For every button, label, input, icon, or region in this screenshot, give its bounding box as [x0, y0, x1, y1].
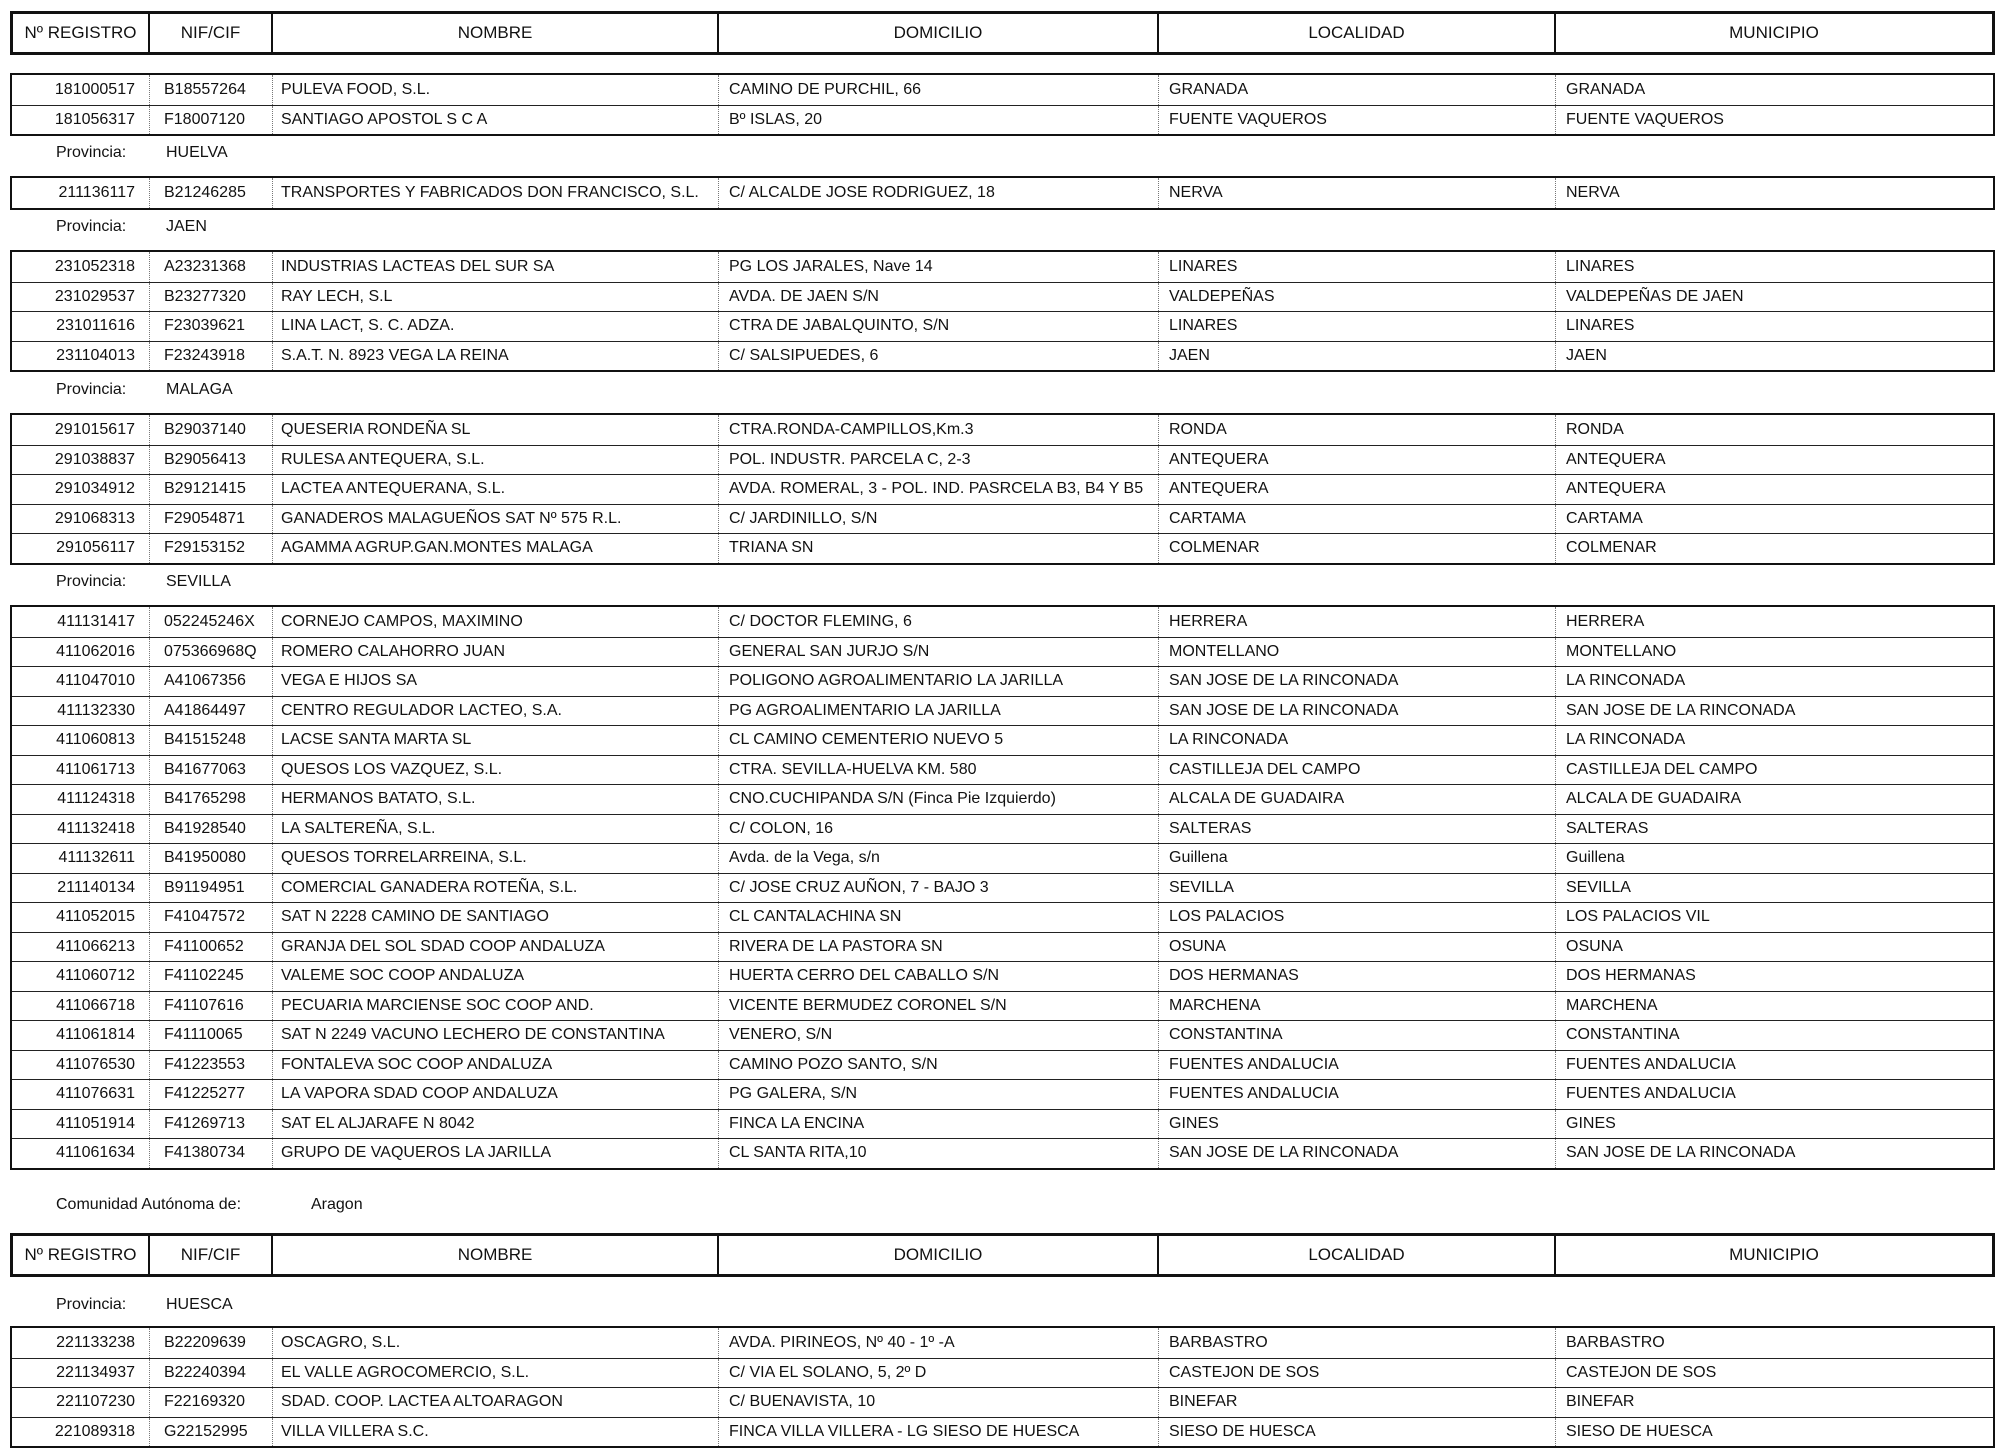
nif-cell: F23243918	[149, 342, 272, 371]
domicilio-cell: AVDA. PIRINEOS, Nº 40 - 1º -A	[718, 1328, 1158, 1358]
localidad-cell: SEVILLA	[1158, 874, 1555, 903]
nif-cell: B21246285	[149, 178, 272, 208]
registro-cell: 411132611	[58, 849, 135, 867]
municipio-cell: DOS HERMANAS	[1555, 962, 1993, 991]
table-row	[12, 311, 1993, 341]
municipio-cell: ANTEQUERA	[1555, 475, 1993, 504]
municipio-cell: FUENTES ANDALUCIA	[1555, 1080, 1993, 1109]
domicilio-cell: C/ VIA EL SOLANO, 5, 2º D	[718, 1359, 1158, 1388]
table-group	[10, 1326, 1995, 1448]
localidad-cell: FUENTES ANDALUCIA	[1158, 1051, 1555, 1080]
provincia-heading	[56, 1296, 233, 1314]
provincia-heading	[56, 144, 228, 162]
nif-cell: F41380734	[149, 1139, 272, 1168]
table-row	[12, 445, 1993, 475]
localidad-cell: CASTEJON DE SOS	[1158, 1359, 1555, 1388]
table-row	[12, 607, 1993, 637]
localidad-cell: FUENTES ANDALUCIA	[1158, 1080, 1555, 1109]
localidad-cell: SALTERAS	[1158, 815, 1555, 844]
nombre-cell: SAT EL ALJARAFE N 8042	[272, 1110, 718, 1139]
municipio-cell: VALDEPEÑAS DE JAEN	[1555, 283, 1993, 312]
registro-cell: 221089318	[54, 1422, 135, 1440]
localidad-cell: LINARES	[1158, 312, 1555, 341]
registro-cell: 291038837	[54, 450, 135, 468]
localidad-cell: ANTEQUERA	[1158, 475, 1555, 504]
domicilio-cell: C/ DOCTOR FLEMING, 6	[718, 607, 1158, 637]
domicilio-cell: Bº ISLAS, 20	[718, 106, 1158, 135]
municipio-cell: CONSTANTINA	[1555, 1021, 1993, 1050]
domicilio-cell: C/ COLON, 16	[718, 815, 1158, 844]
provincia-label: Provincia:	[56, 381, 127, 398]
registro-cell: 411076530	[56, 1055, 135, 1073]
comunidad-label: Comunidad Autónoma de:	[56, 1196, 242, 1213]
nif-cell: B29037140	[149, 415, 272, 445]
nombre-cell: CORNEJO CAMPOS, MAXIMINO	[272, 607, 718, 637]
localidad-cell: SIESO DE HUESCA	[1158, 1418, 1555, 1447]
municipio-cell: SALTERAS	[1555, 815, 1993, 844]
nombre-cell: LACTEA ANTEQUERANA, S.L.	[272, 475, 718, 504]
municipio-cell: SAN JOSE DE LA RINCONADA	[1555, 697, 1993, 726]
nif-cell: F29054871	[149, 505, 272, 534]
nombre-cell: PULEVA FOOD, S.L.	[272, 75, 718, 105]
registro-cell: 411131417	[57, 612, 135, 630]
localidad-cell: ALCALA DE GUADAIRA	[1158, 785, 1555, 814]
table-row	[12, 1050, 1993, 1080]
provincia-heading	[56, 573, 231, 591]
registro-cell: 181056317	[54, 110, 135, 128]
table-row	[12, 902, 1993, 932]
nombre-cell: QUESOS TORRELARREINA, S.L.	[272, 844, 718, 873]
nombre-cell: LINA LACT, S. C. ADZA.	[272, 312, 718, 341]
nombre-cell: LA SALTEREÑA, S.L.	[272, 815, 718, 844]
nif-cell: 052245246X	[149, 607, 272, 637]
domicilio-cell: FINCA VILLA VILLERA - LG SIESO DE HUESCA	[718, 1418, 1158, 1447]
provincia-name: HUESCA	[166, 1296, 233, 1313]
nif-cell: F41107616	[149, 992, 272, 1021]
nif-cell: F41100652	[149, 933, 272, 962]
registro-cell: 221134937	[56, 1363, 135, 1381]
col-header-localidad: LOCALIDAD	[1159, 14, 1556, 52]
domicilio-cell: C/ SALSIPUEDES, 6	[718, 342, 1158, 371]
registro-cell: 231029537	[54, 287, 135, 305]
nombre-cell: QUESERIA RONDEÑA SL	[272, 415, 718, 445]
nombre-cell: PECUARIA MARCIENSE SOC COOP AND.	[272, 992, 718, 1021]
nombre-cell: GANADEROS MALAGUEÑOS SAT Nº 575 R.L.	[272, 505, 718, 534]
table-row	[12, 504, 1993, 534]
nombre-cell: TRANSPORTES Y FABRICADOS DON FRANCISCO, S.L.	[272, 178, 718, 208]
municipio-cell: MONTELLANO	[1555, 638, 1993, 667]
registro-cell: 181000517	[54, 80, 135, 98]
municipio-cell: CASTEJON DE SOS	[1555, 1359, 1993, 1388]
col-header-registro: Nº REGISTRO	[13, 14, 150, 52]
municipio-cell: CASTILLEJA DEL CAMPO	[1555, 756, 1993, 785]
table-row	[12, 637, 1993, 667]
table-row	[12, 814, 1993, 844]
municipio-cell: OSUNA	[1555, 933, 1993, 962]
localidad-cell: HERRERA	[1158, 607, 1555, 637]
localidad-cell: LOS PALACIOS	[1158, 903, 1555, 932]
municipio-cell: RONDA	[1555, 415, 1993, 445]
registro-cell: 291034912	[54, 480, 135, 498]
domicilio-cell: POLIGONO AGROALIMENTARIO LA JARILLA	[718, 667, 1158, 696]
nombre-cell: SAT N 2249 VACUNO LECHERO DE CONSTANTINA	[272, 1021, 718, 1050]
domicilio-cell: PG AGROALIMENTARIO LA JARILLA	[718, 697, 1158, 726]
col-header-registro: Nº REGISTRO	[13, 1236, 150, 1274]
municipio-cell: Guillena	[1555, 844, 1993, 873]
municipio-cell: GRANADA	[1555, 75, 1993, 105]
nif-cell: F41047572	[149, 903, 272, 932]
nombre-cell: LACSE SANTA MARTA SL	[272, 726, 718, 755]
nombre-cell: INDUSTRIAS LACTEAS DEL SUR SA	[272, 252, 718, 282]
localidad-cell: VALDEPEÑAS	[1158, 283, 1555, 312]
domicilio-cell: RIVERA DE LA PASTORA SN	[718, 933, 1158, 962]
registro-cell: 411132418	[57, 819, 135, 837]
municipio-cell: SIESO DE HUESCA	[1555, 1418, 1993, 1447]
provincia-name: SEVILLA	[166, 573, 231, 590]
provincia-heading	[56, 218, 207, 236]
domicilio-cell: GENERAL SAN JURJO S/N	[718, 638, 1158, 667]
provincia-heading	[56, 381, 233, 399]
table-header	[10, 1233, 1995, 1277]
table-row	[12, 873, 1993, 903]
domicilio-cell: POL. INDUSTR. PARCELA C, 2-3	[718, 446, 1158, 475]
nombre-cell: CENTRO REGULADOR LACTEO, S.A.	[272, 697, 718, 726]
nombre-cell: EL VALLE AGROCOMERCIO, S.L.	[272, 1359, 718, 1388]
table-row	[12, 1417, 1993, 1447]
table-row	[12, 415, 1993, 445]
registro-cell: 411062016	[56, 642, 135, 660]
localidad-cell: ANTEQUERA	[1158, 446, 1555, 475]
domicilio-cell: CL CANTALACHINA SN	[718, 903, 1158, 932]
domicilio-cell: TRIANA SN	[718, 534, 1158, 563]
municipio-cell: ANTEQUERA	[1555, 446, 1993, 475]
nombre-cell: SDAD. COOP. LACTEA ALTOARAGON	[272, 1388, 718, 1417]
nombre-cell: FONTALEVA SOC COOP ANDALUZA	[272, 1051, 718, 1080]
municipio-cell: LA RINCONADA	[1555, 667, 1993, 696]
nif-cell: B41765298	[149, 785, 272, 814]
provincia-name: MALAGA	[166, 381, 233, 398]
registro-cell: 411066718	[56, 996, 135, 1014]
localidad-cell: CARTAMA	[1158, 505, 1555, 534]
localidad-cell: NERVA	[1158, 178, 1555, 208]
nif-cell: B29056413	[149, 446, 272, 475]
registro-cell: 411061814	[56, 1026, 135, 1044]
nif-cell: B41515248	[149, 726, 272, 755]
localidad-cell: MONTELLANO	[1158, 638, 1555, 667]
provincia-label: Provincia:	[56, 573, 127, 590]
localidad-cell: JAEN	[1158, 342, 1555, 371]
localidad-cell: COLMENAR	[1158, 534, 1555, 563]
nombre-cell: RULESA ANTEQUERA, S.L.	[272, 446, 718, 475]
localidad-cell: LINARES	[1158, 252, 1555, 282]
domicilio-cell: VICENTE BERMUDEZ CORONEL S/N	[718, 992, 1158, 1021]
table-row	[12, 1109, 1993, 1139]
domicilio-cell: PG GALERA, S/N	[718, 1080, 1158, 1109]
table-row	[12, 1079, 1993, 1109]
col-header-domicilio: DOMICILIO	[719, 1236, 1159, 1274]
nif-cell: G22152995	[149, 1418, 272, 1447]
registro-cell: 231011616	[56, 317, 135, 335]
registro-cell: 411047010	[56, 672, 135, 690]
municipio-cell: SEVILLA	[1555, 874, 1993, 903]
registro-cell: 411060712	[56, 967, 135, 985]
registro-cell: 411061713	[56, 760, 135, 778]
registro-cell: 411052015	[56, 908, 135, 926]
registro-cell: 411076631	[56, 1085, 135, 1103]
table-group	[10, 250, 1995, 372]
municipio-cell: FUENTES ANDALUCIA	[1555, 1051, 1993, 1080]
table-row	[12, 1328, 1993, 1358]
localidad-cell: SAN JOSE DE LA RINCONADA	[1158, 697, 1555, 726]
table-row	[12, 75, 1993, 105]
nif-cell: F29153152	[149, 534, 272, 563]
table-header	[10, 11, 1995, 55]
municipio-cell: HERRERA	[1555, 607, 1993, 637]
table-row	[12, 843, 1993, 873]
localidad-cell: LA RINCONADA	[1158, 726, 1555, 755]
municipio-cell: SAN JOSE DE LA RINCONADA	[1555, 1139, 1993, 1168]
table-row	[12, 1387, 1993, 1417]
table-row	[12, 1358, 1993, 1388]
nif-cell: B41677063	[149, 756, 272, 785]
provincia-name: JAEN	[166, 218, 207, 235]
localidad-cell: RONDA	[1158, 415, 1555, 445]
nombre-cell: OSCAGRO, S.L.	[272, 1328, 718, 1358]
domicilio-cell: CTRA. SEVILLA-HUELVA KM. 580	[718, 756, 1158, 785]
nif-cell: F41110065	[149, 1021, 272, 1050]
nif-cell: F18007120	[149, 106, 272, 135]
nombre-cell: VILLA VILLERA S.C.	[272, 1418, 718, 1447]
table-group	[10, 605, 1995, 1170]
municipio-cell: LA RINCONADA	[1555, 726, 1993, 755]
table-row	[12, 341, 1993, 371]
domicilio-cell: C/ BUENAVISTA, 10	[718, 1388, 1158, 1417]
domicilio-cell: CNO.CUCHIPANDA S/N (Finca Pie Izquierdo)	[718, 785, 1158, 814]
municipio-cell: MARCHENA	[1555, 992, 1993, 1021]
provincia-name: HUELVA	[166, 144, 228, 161]
table-row	[12, 666, 1993, 696]
localidad-cell: CONSTANTINA	[1158, 1021, 1555, 1050]
domicilio-cell: CL SANTA RITA,10	[718, 1139, 1158, 1168]
table-row	[12, 178, 1993, 208]
domicilio-cell: CAMINO POZO SANTO, S/N	[718, 1051, 1158, 1080]
table-row	[12, 533, 1993, 563]
table-row	[12, 282, 1993, 312]
table-row	[12, 725, 1993, 755]
domicilio-cell: CAMINO DE PURCHIL, 66	[718, 75, 1158, 105]
nif-cell: B41928540	[149, 815, 272, 844]
nombre-cell: S.A.T. N. 8923 VEGA LA REINA	[272, 342, 718, 371]
nombre-cell: SAT N 2228 CAMINO DE SANTIAGO	[272, 903, 718, 932]
nombre-cell: VALEME SOC COOP ANDALUZA	[272, 962, 718, 991]
municipio-cell: NERVA	[1555, 178, 1993, 208]
registro-cell: 291056117	[56, 539, 135, 557]
comunidad-name: Aragon	[311, 1196, 363, 1213]
col-header-nombre: NOMBRE	[273, 14, 719, 52]
localidad-cell: BARBASTRO	[1158, 1328, 1555, 1358]
domicilio-cell: AVDA. DE JAEN S/N	[718, 283, 1158, 312]
registro-cell: 411132330	[57, 701, 135, 719]
provincia-label: Provincia:	[56, 218, 127, 235]
municipio-cell: LINARES	[1555, 312, 1993, 341]
table-row	[12, 696, 1993, 726]
table-row	[12, 1020, 1993, 1050]
nombre-cell: COMERCIAL GANADERA ROTEÑA, S.L.	[272, 874, 718, 903]
col-header-municipio: MUNICIPIO	[1729, 1245, 1819, 1264]
provincia-label: Provincia:	[56, 1296, 127, 1313]
domicilio-cell: C/ JOSE CRUZ AUÑON, 7 - BAJO 3	[718, 874, 1158, 903]
nif-cell: B41950080	[149, 844, 272, 873]
nif-cell: A41864497	[149, 697, 272, 726]
comunidad-heading	[56, 1196, 363, 1214]
nif-cell: B23277320	[149, 283, 272, 312]
table-row	[12, 755, 1993, 785]
nombre-cell: GRUPO DE VAQUEROS LA JARILLA	[272, 1139, 718, 1168]
localidad-cell: Guillena	[1158, 844, 1555, 873]
table-row	[12, 932, 1993, 962]
domicilio-cell: C/ JARDINILLO, S/N	[718, 505, 1158, 534]
registro-cell: 231104013	[56, 346, 135, 364]
registro-cell: 291015617	[54, 420, 135, 438]
table-group	[10, 413, 1995, 565]
domicilio-cell: CTRA.RONDA-CAMPILLOS,Km.3	[718, 415, 1158, 445]
municipio-cell: BARBASTRO	[1555, 1328, 1993, 1358]
table-row	[12, 991, 1993, 1021]
municipio-cell: COLMENAR	[1555, 534, 1993, 563]
localidad-cell: GINES	[1158, 1110, 1555, 1139]
registro-cell: 211140134	[57, 878, 135, 896]
registro-cell: 211136117	[58, 183, 135, 201]
domicilio-cell: CTRA DE JABALQUINTO, S/N	[718, 312, 1158, 341]
domicilio-cell: AVDA. ROMERAL, 3 - POL. IND. PASRCELA B3, B4 Y B5	[718, 475, 1158, 504]
municipio-cell: FUENTE VAQUEROS	[1555, 106, 1993, 135]
domicilio-cell: Avda. de la Vega, s/n	[718, 844, 1158, 873]
domicilio-cell: VENERO, S/N	[718, 1021, 1158, 1050]
localidad-cell: OSUNA	[1158, 933, 1555, 962]
nif-cell: F22169320	[149, 1388, 272, 1417]
nif-cell: F41223553	[149, 1051, 272, 1080]
localidad-cell: FUENTE VAQUEROS	[1158, 106, 1555, 135]
col-header-nombre: NOMBRE	[273, 1236, 719, 1274]
nif-cell: B29121415	[149, 475, 272, 504]
localidad-cell: SAN JOSE DE LA RINCONADA	[1158, 667, 1555, 696]
registro-cell: 411061634	[56, 1144, 135, 1162]
nombre-cell: GRANJA DEL SOL SDAD COOP ANDALUZA	[272, 933, 718, 962]
municipio-cell: GINES	[1555, 1110, 1993, 1139]
municipio-cell: LINARES	[1555, 252, 1993, 282]
nif-cell: A23231368	[149, 252, 272, 282]
domicilio-cell: PG LOS JARALES, Nave 14	[718, 252, 1158, 282]
nif-cell: F41102245	[149, 962, 272, 991]
nif-cell: F41225277	[149, 1080, 272, 1109]
registro-cell: 411124318	[57, 790, 135, 808]
domicilio-cell: FINCA LA ENCINA	[718, 1110, 1158, 1139]
table-row	[12, 105, 1993, 135]
municipio-cell: ALCALA DE GUADAIRA	[1555, 785, 1993, 814]
registro-cell: 291068313	[54, 509, 135, 527]
nombre-cell: RAY LECH, S.L	[272, 283, 718, 312]
registro-cell: 411060813	[56, 731, 135, 749]
municipio-cell: JAEN	[1555, 342, 1993, 371]
table-row	[12, 961, 1993, 991]
nombre-cell: VEGA E HIJOS SA	[272, 667, 718, 696]
nombre-cell: HERMANOS BATATO, S.L.	[272, 785, 718, 814]
table-row	[12, 1138, 1993, 1168]
localidad-cell: MARCHENA	[1158, 992, 1555, 1021]
table-group	[10, 73, 1995, 136]
col-header-nif: NIF/CIF	[150, 14, 273, 52]
nombre-cell: SANTIAGO APOSTOL S C A	[272, 106, 718, 135]
nif-cell: B91194951	[149, 874, 272, 903]
localidad-cell: SAN JOSE DE LA RINCONADA	[1158, 1139, 1555, 1168]
nif-cell: B22240394	[149, 1359, 272, 1388]
nif-cell: B18557264	[149, 75, 272, 105]
col-header-domicilio: DOMICILIO	[719, 14, 1159, 52]
table-row	[12, 784, 1993, 814]
table-row	[12, 474, 1993, 504]
municipio-cell: BINEFAR	[1555, 1388, 1993, 1417]
domicilio-cell: CL CAMINO CEMENTERIO NUEVO 5	[718, 726, 1158, 755]
localidad-cell: BINEFAR	[1158, 1388, 1555, 1417]
nif-cell: A41067356	[149, 667, 272, 696]
nombre-cell: LA VAPORA SDAD COOP ANDALUZA	[272, 1080, 718, 1109]
provincia-label: Provincia:	[56, 144, 127, 161]
col-header-municipio: MUNICIPIO	[1729, 23, 1819, 42]
domicilio-cell: HUERTA CERRO DEL CABALLO S/N	[718, 962, 1158, 991]
registro-cell: 231052318	[54, 257, 135, 275]
nombre-cell: QUESOS LOS VAZQUEZ, S.L.	[272, 756, 718, 785]
col-header-localidad: LOCALIDAD	[1159, 1236, 1556, 1274]
col-header-nif: NIF/CIF	[150, 1236, 273, 1274]
nif-cell: B22209639	[149, 1328, 272, 1358]
nif-cell: F23039621	[149, 312, 272, 341]
nif-cell: F41269713	[149, 1110, 272, 1139]
nombre-cell: AGAMMA AGRUP.GAN.MONTES MALAGA	[272, 534, 718, 563]
registro-cell: 221107230	[56, 1393, 135, 1411]
registro-cell: 411051914	[56, 1114, 135, 1132]
localidad-cell: CASTILLEJA DEL CAMPO	[1158, 756, 1555, 785]
municipio-cell: CARTAMA	[1555, 505, 1993, 534]
table-group	[10, 176, 1995, 210]
nif-cell: 075366968Q	[149, 638, 272, 667]
nombre-cell: ROMERO CALAHORRO JUAN	[272, 638, 718, 667]
domicilio-cell: C/ ALCALDE JOSE RODRIGUEZ, 18	[718, 178, 1158, 208]
registro-cell: 221133238	[56, 1333, 135, 1351]
table-row	[12, 252, 1993, 282]
localidad-cell: GRANADA	[1158, 75, 1555, 105]
municipio-cell: LOS PALACIOS VIL	[1555, 903, 1993, 932]
localidad-cell: DOS HERMANAS	[1158, 962, 1555, 991]
registro-cell: 411066213	[56, 937, 135, 955]
